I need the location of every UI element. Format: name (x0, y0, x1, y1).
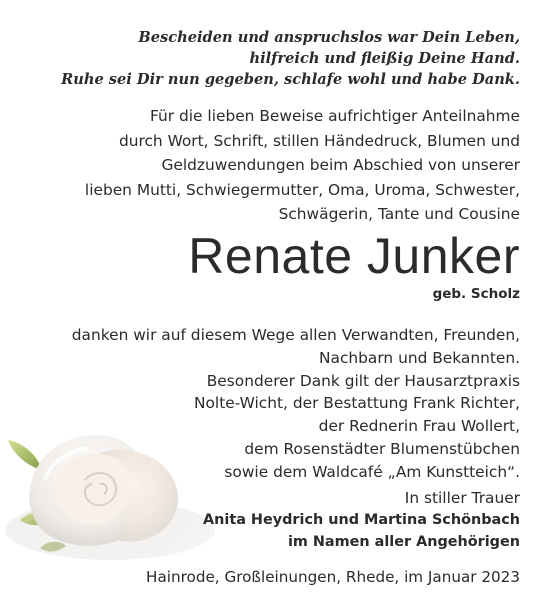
relatives-line: im Namen aller Angehörigen (287, 534, 520, 550)
mourner-names (203, 509, 520, 553)
thanks-line: lieben Mutti, Schwiegermutter, Oma, Uroma, Schwester, (84, 180, 520, 199)
gratitude-line: sowie dem Waldcafé „Am Kunstteich“. (224, 462, 520, 481)
thanks-line: durch Wort, Schrift, stillen Händedruck, Blumen und (118, 131, 520, 150)
mourner-names-line: Anita Heydrich und Martina Schönbach (203, 512, 520, 528)
poem-verse (61, 27, 520, 90)
thanks-line: Für die lieben Beweise aufrichtiger Anteilnahme (150, 107, 520, 125)
gratitude-line: dem Rosenstädter Blumenstübchen (244, 439, 520, 458)
gratitude-line: Besonderer Dank gilt der Hausarztpraxis (206, 371, 520, 390)
gratitude-line: der Rednerin Frau Wollert, (318, 417, 520, 436)
poem-line: Bescheiden und anspruchslos war Dein Leben, (138, 29, 520, 46)
gratitude-line: danken wir auf diesem Wege allen Verwandten, Freunden, (71, 326, 520, 344)
deceased-name: Renate Junker (188, 228, 520, 284)
maiden-name: geb. Scholz (432, 286, 520, 302)
place-date: Hainrode, Großleinungen, Rhede, im Januar 2023 (146, 568, 520, 586)
gratitude-line: Nachbarn und Bekannten. (319, 348, 520, 367)
poem-line: hilfreich und fleißig Deine Hand. (249, 50, 520, 67)
poem-line: Ruhe sei Dir nun gegeben, schlafe wohl und habe Dank. (61, 71, 520, 88)
thanks-line: Schwägerin, Tante und Cousine (278, 205, 520, 223)
mourning-intro: In stiller Trauer (404, 489, 520, 507)
gratitude-line: Nolte-Wicht, der Bestattung Frank Richter, (194, 394, 520, 413)
thanks-intro (85, 104, 520, 227)
gratitude-text (72, 324, 520, 484)
thanks-line: Geldzuwendungen beim Abschied von unserer (161, 156, 520, 174)
